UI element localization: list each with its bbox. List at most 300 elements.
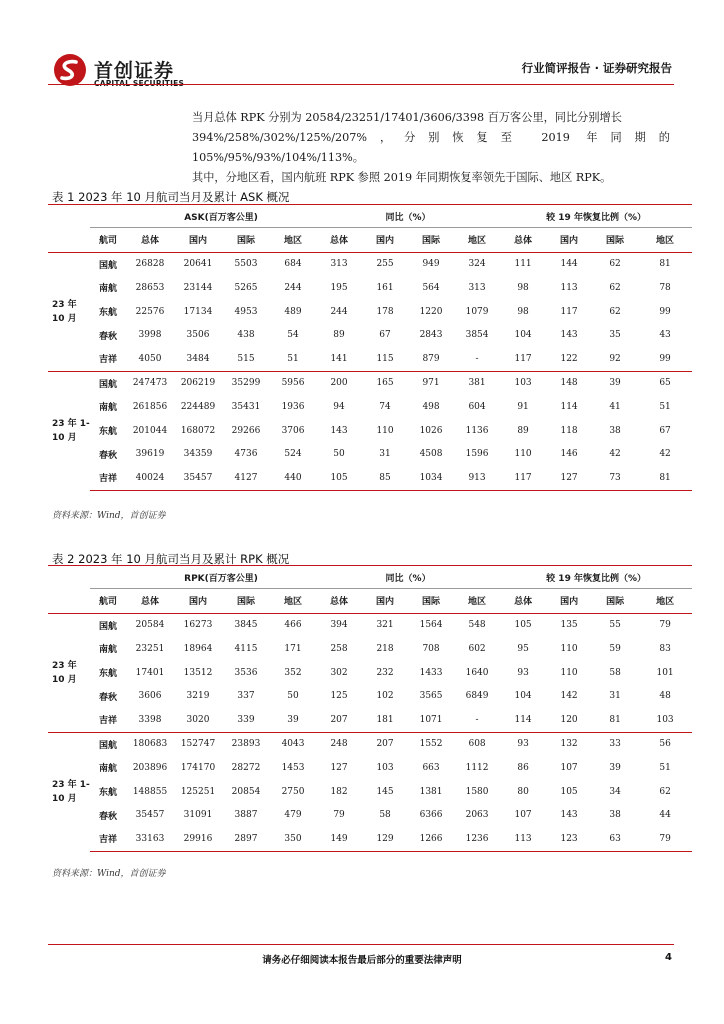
column-header: 国内 (174, 228, 222, 253)
table-cell: 4050 (138, 353, 162, 364)
table-cell: 663 (422, 762, 440, 773)
table-cell: 35299 (222, 371, 270, 395)
table-cell: 1580 (465, 786, 489, 797)
table-cell: 48 (659, 691, 671, 702)
table-cell: 604 (468, 401, 486, 412)
table-cell: 35431 (231, 401, 261, 412)
table-row (48, 732, 692, 756)
table-cell: 79 (638, 827, 692, 851)
table-cell: 51 (287, 353, 299, 364)
table-cell: 4736 (234, 449, 258, 460)
column-header-row (48, 589, 692, 614)
airline-name: 吉祥 (98, 355, 117, 366)
logo-text-cn: 首创证券 (94, 60, 175, 82)
table-cell: 3020 (186, 714, 210, 725)
table-cell: 118 (560, 425, 578, 436)
table-cell: 110 (376, 425, 394, 436)
column-header: 地区 (270, 589, 316, 614)
table-row (48, 323, 692, 347)
table-row (48, 252, 692, 276)
group-header: 较 19 年恢复比例（%） (500, 205, 692, 228)
table-cell: 20584 (126, 613, 174, 637)
table-cell: 29916 (174, 827, 222, 851)
table-cell: 1596 (465, 449, 489, 460)
column-header: 国内 (546, 589, 592, 614)
column-header: 航司 (90, 228, 126, 253)
table-cell: 313 (316, 252, 362, 276)
table-cell: 33 (592, 732, 638, 756)
table-cell: 99 (659, 306, 671, 317)
table-cell: 1381 (419, 786, 443, 797)
table-row (48, 637, 692, 661)
table-cell: 3887 (234, 810, 258, 821)
column-header: 总体 (316, 228, 362, 253)
blank-cell (48, 566, 126, 589)
ask-table (48, 204, 692, 491)
table-row (48, 613, 692, 637)
table-cell: 79 (333, 810, 345, 821)
table-cell: 17401 (135, 667, 165, 678)
table-row (48, 395, 692, 419)
table-cell: 182 (330, 786, 348, 797)
table-cell: 115 (376, 353, 394, 364)
airline-name: 东航 (98, 308, 117, 319)
table-cell: 39619 (135, 449, 165, 460)
table-row (48, 684, 692, 708)
table-cell: 114 (560, 401, 578, 412)
table-cell: 125 (330, 691, 348, 702)
table-cell: 4115 (234, 643, 258, 654)
table-cell: 3998 (138, 330, 162, 341)
table-cell: 146 (560, 449, 578, 460)
table-cell: 114 (514, 714, 532, 725)
table-cell: 1079 (465, 306, 489, 317)
table-cell: 111 (500, 252, 546, 276)
table-cell: 3506 (186, 330, 210, 341)
table-cell: 313 (468, 282, 486, 293)
table-1-title: 表 1 2023 年 10 月航司当月及累计 ASK 概况 (52, 190, 290, 204)
airline-name: 吉祥 (90, 466, 126, 490)
table-cell: 105 (500, 613, 546, 637)
table-cell: 4127 (222, 466, 270, 490)
airline-name: 东航 (98, 788, 117, 799)
table-cell: 39 (609, 762, 621, 773)
table-cell: 105 (560, 786, 578, 797)
table-cell: 3398 (138, 714, 162, 725)
table-cell: 141 (330, 353, 348, 364)
table-cell: 2750 (281, 786, 305, 797)
table-cell: 113 (560, 282, 578, 293)
period-label: 23 年 10 月 (48, 252, 90, 371)
table-cell: 498 (422, 401, 440, 412)
table-cell: 2843 (419, 330, 443, 341)
table-cell: 143 (560, 330, 578, 341)
table-cell: 35457 (135, 810, 165, 821)
table-cell: 3854 (465, 330, 489, 341)
footer-divider (48, 944, 674, 945)
table-cell: 6849 (465, 691, 489, 702)
table-cell: 117 (560, 306, 578, 317)
period-label: 23 年 10 月 (48, 613, 90, 732)
table-cell: 42 (609, 449, 621, 460)
column-header: 地区 (454, 228, 500, 253)
table-cell: 31091 (183, 810, 213, 821)
table-cell: 81 (638, 466, 692, 490)
table-cell: 56 (638, 732, 692, 756)
table-cell: 143 (560, 810, 578, 821)
table-cell: 708 (422, 643, 440, 654)
airline-name: 国航 (90, 371, 126, 395)
table-cell: 143 (330, 425, 348, 436)
table-cell: 3484 (186, 353, 210, 364)
table-cell: 1112 (465, 762, 489, 773)
column-header: 总体 (316, 589, 362, 614)
column-header: 国内 (546, 228, 592, 253)
table-cell: 28272 (231, 762, 261, 773)
table-cell: 352 (284, 667, 302, 678)
table-cell: 2063 (465, 810, 489, 821)
table-cell: 684 (270, 252, 316, 276)
table-cell: 31 (609, 691, 621, 702)
table-cell: 117 (514, 353, 532, 364)
table-cell: 168072 (180, 425, 216, 436)
table-2-title: 表 2 2023 年 10 月航司当月及累计 RPK 概况 (52, 552, 290, 566)
table-cell: 152747 (174, 732, 222, 756)
table-cell: 324 (454, 252, 500, 276)
capital-securities-logo-icon (52, 52, 88, 88)
table-row (48, 661, 692, 685)
table-cell: 255 (362, 252, 408, 276)
page-number: 4 (665, 952, 672, 963)
body-paragraph (192, 108, 670, 188)
blank-cell (48, 205, 126, 228)
table-cell: 1220 (419, 306, 443, 317)
table-cell: 85 (362, 466, 408, 490)
table-cell: 180683 (126, 732, 174, 756)
table-cell: 200 (316, 371, 362, 395)
column-header-row (48, 228, 692, 253)
column-header: 国际 (222, 228, 270, 253)
table-cell: 67 (379, 330, 391, 341)
column-header: 国际 (408, 589, 454, 614)
period-label: 23 年 1-10 月 (48, 371, 90, 490)
table-cell: 103 (656, 714, 674, 725)
column-header: 国际 (408, 228, 454, 253)
airline-name: 春秋 (98, 331, 117, 342)
airline-name: 吉祥 (98, 716, 117, 727)
table-cell: 4508 (419, 449, 443, 460)
table-cell: 1453 (281, 762, 305, 773)
blank-cell (48, 228, 90, 253)
table-cell: 3536 (234, 667, 258, 678)
table-cell: 39 (287, 714, 299, 725)
table-cell: 127 (546, 466, 592, 490)
table-cell: 42 (659, 449, 671, 460)
table-cell: 247473 (126, 371, 174, 395)
table-cell: 110 (560, 643, 578, 654)
table-cell: 89 (333, 330, 345, 341)
airline-name: 春秋 (98, 450, 117, 461)
table-cell: 23893 (222, 732, 270, 756)
table-cell: 39 (592, 371, 638, 395)
table-cell: 148 (546, 371, 592, 395)
period-label: 23 年 1-10 月 (48, 732, 90, 851)
table-cell: 339 (237, 714, 255, 725)
table-cell: 18964 (183, 643, 213, 654)
table-cell: 203896 (132, 762, 168, 773)
table-cell: 1433 (419, 667, 443, 678)
table-cell: 16273 (174, 613, 222, 637)
column-header: 地区 (638, 589, 692, 614)
table-cell: 144 (546, 252, 592, 276)
table-cell: 608 (454, 732, 500, 756)
table-cell: 224489 (180, 401, 216, 412)
table-cell: 98 (517, 282, 529, 293)
group-header: ASK(百万客公里) (126, 205, 316, 228)
table-cell: - (475, 714, 479, 725)
column-header: 总体 (126, 589, 174, 614)
table-cell: 206219 (174, 371, 222, 395)
group-header: 同比（%） (316, 566, 500, 589)
group-header: 较 19 年恢复比例（%） (500, 566, 692, 589)
column-header: 航司 (90, 589, 126, 614)
table-cell: 59 (609, 643, 621, 654)
table-cell: - (475, 353, 479, 364)
airline-name: 国航 (90, 252, 126, 276)
table-cell: 78 (659, 282, 671, 293)
table-cell: 123 (546, 827, 592, 851)
table-cell: 80 (517, 786, 529, 797)
table-cell: 55 (592, 613, 638, 637)
table-row (48, 442, 692, 466)
table-cell: 94 (333, 401, 345, 412)
table-cell: 195 (330, 282, 348, 293)
table-cell: 161 (376, 282, 394, 293)
table-cell: 34 (609, 786, 621, 797)
table-cell: 248 (316, 732, 362, 756)
group-header-row (48, 566, 692, 589)
table-cell: 3606 (138, 691, 162, 702)
paragraph-line: 当月总体 RPK 分别为 20584/23251/17401/3606/3398 百万客公里，同比分别增长 (192, 111, 622, 124)
table-cell: 62 (609, 282, 621, 293)
table-cell: 489 (284, 306, 302, 317)
column-header: 地区 (270, 228, 316, 253)
table-cell: 31 (379, 449, 391, 460)
table-cell: 35457 (174, 466, 222, 490)
table-cell: 602 (468, 643, 486, 654)
table-row (48, 371, 692, 395)
table-cell: 120 (560, 714, 578, 725)
table-cell: 207 (362, 732, 408, 756)
airline-name: 国航 (90, 732, 126, 756)
header-divider (48, 84, 674, 85)
table-1-source: 资料来源：Wind，首创证券 (52, 511, 166, 521)
table-cell: 1026 (419, 425, 443, 436)
table-row (48, 803, 692, 827)
table-cell: 4953 (234, 306, 258, 317)
table-cell: 40024 (126, 466, 174, 490)
table-cell: 244 (330, 306, 348, 317)
table-cell: 28653 (135, 282, 165, 293)
column-header: 总体 (500, 228, 546, 253)
table-cell: 394 (316, 613, 362, 637)
column-header: 地区 (638, 228, 692, 253)
table-row (48, 347, 692, 371)
table-cell: 949 (408, 252, 454, 276)
table-cell: 95 (517, 643, 529, 654)
table-cell: 13512 (183, 667, 213, 678)
table-cell: 20854 (231, 786, 261, 797)
table-cell: 58 (379, 810, 391, 821)
table-cell: 93 (517, 667, 529, 678)
table-cell: 38 (609, 810, 621, 821)
table-cell: 466 (270, 613, 316, 637)
airline-name: 南航 (98, 284, 117, 295)
table-row (48, 300, 692, 324)
airline-name: 春秋 (98, 811, 117, 822)
table-cell: 125251 (180, 786, 216, 797)
table-cell: 107 (560, 762, 578, 773)
table-cell: 564 (422, 282, 440, 293)
table-cell: 244 (284, 282, 302, 293)
table-cell: 1034 (408, 466, 454, 490)
table-cell: 104 (514, 330, 532, 341)
table-cell: 43 (659, 330, 671, 341)
table-cell: 110 (560, 667, 578, 678)
group-header-row (48, 205, 692, 228)
table-cell: 91 (517, 401, 529, 412)
table-cell: 3219 (186, 691, 210, 702)
airline-name: 东航 (98, 669, 117, 680)
column-header: 国内 (362, 589, 408, 614)
table-cell: 81 (638, 252, 692, 276)
table-cell: 113 (500, 827, 546, 851)
group-header: RPK(百万客公里) (126, 566, 316, 589)
table-cell: 103 (500, 371, 546, 395)
table-cell: 73 (592, 466, 638, 490)
rpk-table (48, 565, 692, 852)
table-row (48, 708, 692, 732)
table-cell: 5265 (234, 282, 258, 293)
table-cell: 201044 (132, 425, 168, 436)
table-cell: 101 (656, 667, 674, 678)
table-cell: 104 (514, 691, 532, 702)
table-cell: 261856 (132, 401, 168, 412)
table-row (48, 276, 692, 300)
table-cell: 58 (609, 667, 621, 678)
table-cell: 381 (454, 371, 500, 395)
table-2-source: 资料来源：Wind，首创证券 (52, 869, 166, 879)
table-cell: 23251 (135, 643, 165, 654)
table-cell: 92 (609, 353, 621, 364)
table-cell: 38 (609, 425, 621, 436)
table-cell: 50 (287, 691, 299, 702)
column-header: 地区 (454, 589, 500, 614)
table-cell: 122 (560, 353, 578, 364)
table-cell: 99 (659, 353, 671, 364)
table-cell: 79 (638, 613, 692, 637)
table-cell: 350 (270, 827, 316, 851)
table-cell: 440 (270, 466, 316, 490)
table-cell: 74 (379, 401, 391, 412)
logo-text-en: CAPITAL SECURITIES (94, 79, 185, 88)
airline-name: 南航 (98, 764, 117, 775)
blank-cell (48, 589, 90, 614)
table-cell: 135 (546, 613, 592, 637)
table-cell: 127 (330, 762, 348, 773)
table-cell: 35 (609, 330, 621, 341)
table-cell: 218 (376, 643, 394, 654)
airline-name: 南航 (98, 645, 117, 656)
airline-name: 国航 (90, 613, 126, 637)
table-cell: 3565 (419, 691, 443, 702)
airline-name: 吉祥 (90, 827, 126, 851)
airline-name: 东航 (98, 427, 117, 438)
table-cell: 83 (659, 643, 671, 654)
table-cell: 1564 (408, 613, 454, 637)
table-cell: 479 (284, 810, 302, 821)
table-cell: 181 (376, 714, 394, 725)
table-cell: 93 (500, 732, 546, 756)
paragraph-line: 394%/258%/302%/125%/207%，分别恢复至 2019 年同期的 105%/95%/93%/104%/113%。 (192, 131, 670, 164)
table-cell: 971 (408, 371, 454, 395)
column-header: 总体 (500, 589, 546, 614)
table-cell: 174170 (180, 762, 216, 773)
table-cell: 107 (514, 810, 532, 821)
group-header: 同比（%） (316, 205, 500, 228)
table-cell: 34359 (183, 449, 213, 460)
table-cell: 171 (284, 643, 302, 654)
table-cell: 1136 (465, 425, 489, 436)
table-cell: 232 (376, 667, 394, 678)
table-row (48, 827, 692, 851)
table-cell: 142 (560, 691, 578, 702)
table-cell: 89 (517, 425, 529, 436)
table-row (48, 756, 692, 780)
table-row (48, 419, 692, 443)
table-cell: 879 (422, 353, 440, 364)
column-header: 国际 (592, 228, 638, 253)
table-cell: 1640 (465, 667, 489, 678)
table-cell: 98 (517, 306, 529, 317)
table-cell: 54 (287, 330, 299, 341)
footer-disclaimer: 请务必仔细阅读本报告最后部分的重要法律声明 (262, 955, 462, 966)
table-cell: 302 (330, 667, 348, 678)
table-cell: 44 (659, 810, 671, 821)
table-cell: 17134 (183, 306, 213, 317)
table-cell: 103 (376, 762, 394, 773)
table-cell: 145 (376, 786, 394, 797)
table-cell: 548 (454, 613, 500, 637)
table-row (48, 466, 692, 490)
table-cell: 321 (362, 613, 408, 637)
table-cell: 29266 (231, 425, 261, 436)
table-cell: 117 (500, 466, 546, 490)
table-cell: 129 (362, 827, 408, 851)
table-cell: 3706 (281, 425, 305, 436)
table-cell: 438 (237, 330, 255, 341)
airline-name: 南航 (98, 403, 117, 414)
table-cell: 165 (362, 371, 408, 395)
table-cell: 1936 (281, 401, 305, 412)
table-cell: 149 (316, 827, 362, 851)
paragraph-line: 其中，分地区看，国内航班 RPK 参照 2019 年同期恢复率领先于国际、地区 RPK。 (192, 171, 612, 184)
table-cell: 913 (454, 466, 500, 490)
airline-name: 春秋 (98, 692, 117, 703)
table-cell: 50 (333, 449, 345, 460)
table-cell: 41 (609, 401, 621, 412)
table-cell: 102 (376, 691, 394, 702)
